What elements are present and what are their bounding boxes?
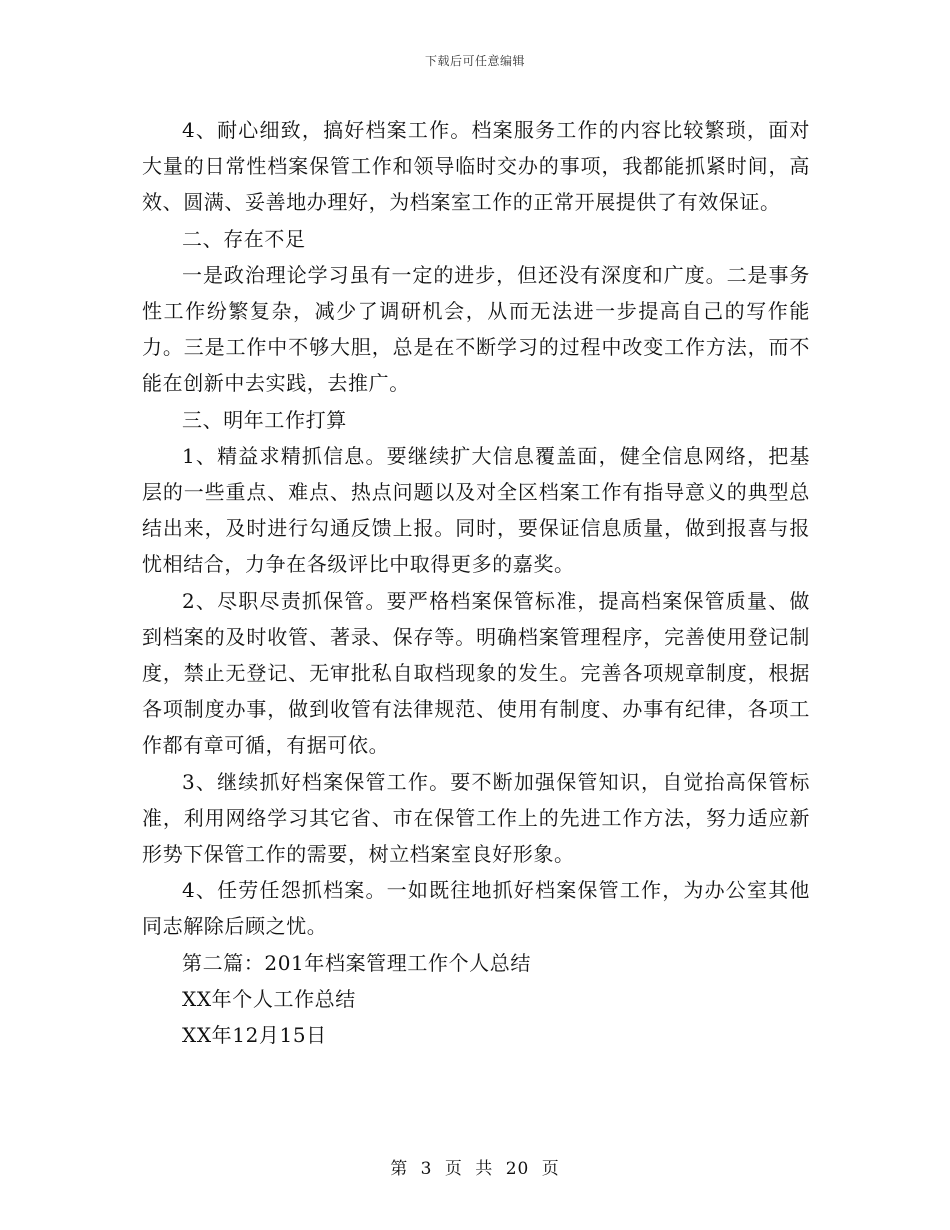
summary-date: XX年12月15日 <box>182 1023 327 1048</box>
paragraph-item-4-patience: 4、耐心细致，搞好档案工作。档案服务工作的内容比较繁琐，面对大量的日常性档案保管工作和领导临时交办的事项，我都能抓紧时间，高效、圆满、妥善地办理好，为档案室工作的正常开展提供了有效保证。 <box>142 118 810 215</box>
page-footer: 第 3 页 共 20 页 <box>390 1159 560 1179</box>
section-heading-shortcomings: 二、存在不足 <box>182 226 306 251</box>
paragraph-plan-item-1: 1、精益求精抓信息。要继续扩大信息覆盖面，健全信息网络，把基层的一些重点、难点、热点问题以及对全区档案工作有指导意义的典型总结出来，及时进行勾通反馈上报。同时，要保证信息质量，做到报喜与报忧相结合，力争在各级评比中取得更多的嘉奖。 <box>142 443 810 577</box>
paragraph-plan-item-2: 2、尽职尽责抓保管。要严格档案保管标准，提高档案保管质量、做到档案的及时收管、著录、保存等。明确档案管理程序，完善使用登记制度，禁止无登记、无审批私自取档现象的发生。完善各项规章制度，根据各项制度办事，做到收管有法律规范、使用有制度、办事有纪律，各项工作都有章可循，有据可依。 <box>142 588 810 758</box>
document-body <box>142 112 810 1053</box>
summary-title: XX年个人工作总结 <box>182 986 356 1011</box>
paragraph-plan-item-4: 4、任劳任怨抓档案。一如既往地抓好档案保管工作，为办公室其他同志解除后顾之忧。 <box>142 878 810 939</box>
paragraph-plan-item-3: 3、继续抓好档案保管工作。要不断加强保管知识，自觉抬高保管标准，利用网络学习其它省、市在保管工作上的先进工作方法，努力适应新形势下保管工作的需要，树立档案室良好形象。 <box>142 769 810 867</box>
section-heading-next-year-plan: 三、明年工作打算 <box>182 407 347 432</box>
paragraph-shortcomings: 一是政治理论学习虽有一定的进步，但还没有深度和广度。二是事务性工作纷繁复杂，减少了调研机会，从而无法进一步提高自己的写作能力。三是工作中不够大胆，总是在不断学习的过程中改变工作方法，而不能在创新中去实践，去推广。 <box>142 262 810 396</box>
part-two-title: 第二篇：201年档案管理工作个人总结 <box>182 950 531 975</box>
page-header: 下载后可任意编辑 <box>424 54 525 68</box>
